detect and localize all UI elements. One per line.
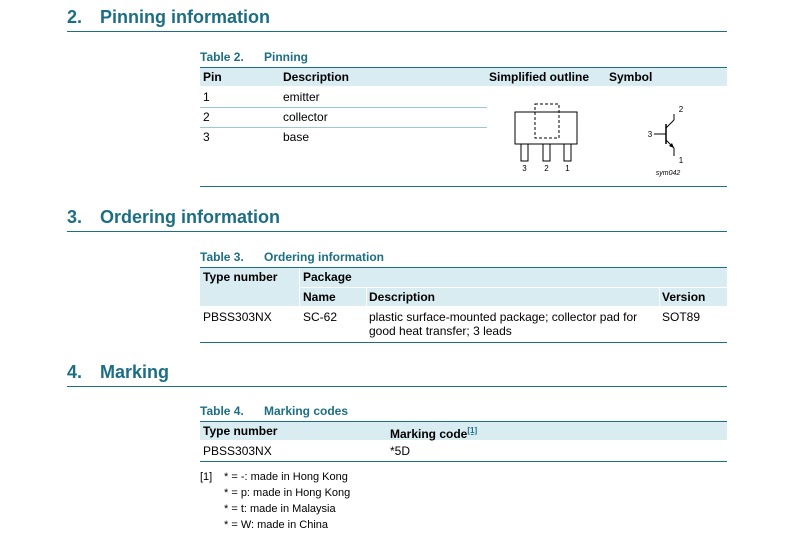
section-title: Marking: [100, 362, 170, 382]
description-cell: emitter: [283, 90, 320, 104]
row-divider: [200, 127, 487, 128]
table-number: Table 3.: [200, 250, 244, 264]
footnote-line: * = p: made in Hong Kong: [224, 487, 351, 499]
section-title: Pinning information: [100, 7, 270, 27]
footnote-line: * = t: made in Malaysia: [224, 503, 336, 515]
section-number: 3.: [67, 207, 83, 227]
pin-cell: 3: [203, 130, 210, 144]
section-title: Ordering information: [100, 207, 280, 227]
symbol-pin-label: 1: [678, 156, 684, 165]
table-caption-ordering: [200, 250, 384, 264]
outline-pin-label: 3: [522, 164, 527, 173]
header-name: Name: [303, 290, 336, 304]
col-divider: [299, 268, 300, 306]
header-description: Description: [283, 70, 350, 84]
table-title: Marking codes: [264, 404, 349, 418]
footnote-line: * = W: made in China: [224, 519, 329, 531]
symbol-pin-label: 3: [647, 130, 653, 139]
header-symbol: Symbol: [609, 70, 653, 84]
type-number-cell: PBSS303NX: [203, 444, 272, 458]
pin-cell: 1: [203, 90, 210, 104]
header-description: Description: [369, 290, 436, 304]
version-cell: SOT89: [662, 310, 701, 324]
outline-pin-label: 1: [565, 164, 570, 173]
type-number-cell: PBSS303NX: [203, 310, 272, 324]
section-number: 2.: [67, 7, 83, 27]
description-cell: base: [283, 130, 310, 144]
header-package: Package: [303, 270, 352, 284]
package-name-cell: SC-62: [303, 310, 338, 324]
table-number: Table 4.: [200, 404, 244, 418]
table-bottom-rule: [200, 461, 727, 462]
table-number: Table 2.: [200, 50, 244, 64]
section-heading-pinning: [67, 7, 727, 32]
table-title: Pinning: [264, 50, 308, 64]
description-cell: collector: [283, 110, 328, 124]
footnote-link[interactable]: [1]: [467, 426, 478, 435]
header-split: [300, 287, 727, 288]
header-marking-code-label: Marking code: [390, 427, 468, 441]
header-pin: Pin: [203, 70, 222, 84]
symbol-code-label: sym042: [655, 170, 681, 177]
col-divider: [366, 288, 367, 306]
header-type-number: Type number: [203, 424, 278, 438]
header-version: Version: [662, 290, 706, 304]
header-outline: Simplified outline: [489, 70, 590, 84]
table-bottom-rule: [200, 186, 727, 187]
col-divider: [659, 288, 660, 306]
package-outline-diagram: [505, 100, 585, 175]
header-type-number: Type number: [203, 270, 278, 284]
outline-pin-label: 2: [544, 164, 549, 173]
pin-cell: 2: [203, 110, 210, 124]
footnote-line: * = -: made in Hong Kong: [224, 471, 348, 483]
table-title: Ordering information: [264, 250, 384, 264]
package-description-line: plastic surface-mounted package; collector pad for: [369, 310, 638, 324]
table-bottom-rule: [200, 342, 727, 343]
marking-code-cell: *5D: [390, 444, 411, 458]
package-description-line: good heat transfer; 3 leads: [369, 324, 512, 338]
section-heading-ordering: [67, 207, 727, 232]
transistor-symbol-diagram: [640, 100, 700, 180]
section-number: 4.: [67, 362, 83, 382]
row-divider: [200, 107, 487, 108]
table-caption-pinning: [200, 50, 308, 64]
section-heading-marking: [67, 362, 727, 387]
footnote-ref: [1]: [200, 471, 213, 483]
table-caption-marking: [200, 404, 348, 418]
symbol-pin-label: 2: [678, 105, 684, 114]
header-marking-code: [390, 424, 477, 441]
